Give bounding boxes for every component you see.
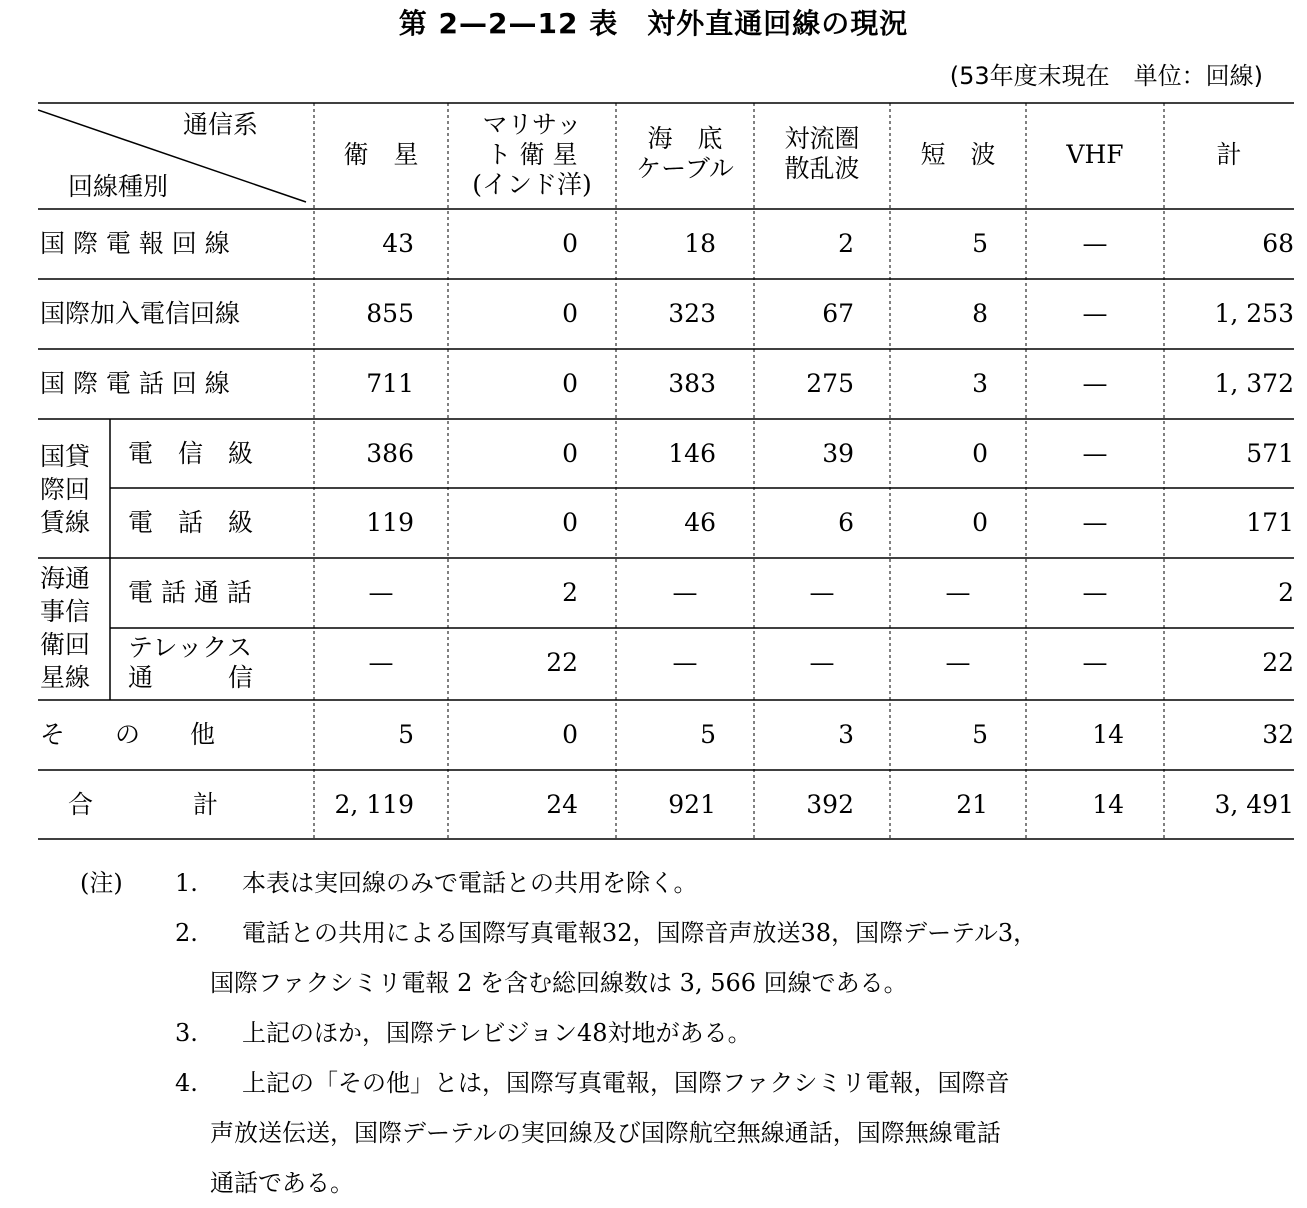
table-cell: 5 <box>972 720 988 749</box>
table-cell: 21 <box>956 790 988 819</box>
corner-header-bottom: 回線種別 <box>68 172 169 201</box>
table-cell: 46 <box>684 508 716 537</box>
table-cell: — <box>368 578 394 607</box>
note-text-continued: 国際ファクシミリ電報 2 を含む総回線数は 3, 566 回線である。 <box>210 969 908 997</box>
table-cell: 14 <box>1092 790 1124 819</box>
note-text: 電話との共用による国際写真電報32，国際音声放送38，国際デーテル3， <box>242 919 1038 947</box>
table-cell: 571 <box>1246 439 1294 468</box>
table-cell: 3 <box>838 720 854 749</box>
table-cell: 5 <box>700 720 716 749</box>
table-cell: 1, 253 <box>1214 299 1294 328</box>
col-header-vhf: VHF <box>1066 140 1124 169</box>
row-label: 電 話 通 話 <box>128 578 252 607</box>
table-cell: 323 <box>668 299 716 328</box>
note-number: 1. <box>175 869 198 897</box>
table-cell: — <box>1082 439 1108 468</box>
table-cell: 392 <box>806 790 854 819</box>
table-cell: 2 <box>838 229 854 258</box>
table-cell: 0 <box>562 720 578 749</box>
note-item <box>80 1008 1295 1058</box>
data-table <box>38 102 1294 840</box>
table-cell: 0 <box>562 508 578 537</box>
table-cell: 39 <box>822 439 854 468</box>
col-header-total: 計 <box>1216 140 1242 169</box>
table-title: 第 2—2—12 表 対外直通回線の現況 <box>398 7 909 40</box>
row-label: 国際加入電信回線 <box>40 299 241 328</box>
row-label: 電 信 級 <box>128 439 254 468</box>
col-header-marisat: マリサッ ト 衛 星 (インド洋) <box>472 110 592 199</box>
row-label: 合 計 <box>68 790 219 819</box>
col-header-shortwave: 短 波 <box>920 140 996 169</box>
table-cell: — <box>672 648 698 677</box>
table-cell: 2 <box>562 578 578 607</box>
table-cell: 6 <box>838 508 854 537</box>
table-cell: — <box>1082 508 1108 537</box>
table-cell: 2, 119 <box>334 790 414 819</box>
note-text: 上記の「その他」とは，国際写真電報，国際ファクシミリ電報，国際音 <box>242 1069 1010 1097</box>
note-text: 本表は実回線のみで電話との共用を除く。 <box>242 869 698 897</box>
table-cell: 119 <box>366 508 414 537</box>
table-cell: — <box>809 648 835 677</box>
table-cell: — <box>945 648 971 677</box>
notes-section <box>80 858 1295 1208</box>
table-cell: 3, 491 <box>1214 790 1294 819</box>
row-label: 国 際 電 報 回 線 <box>40 229 230 258</box>
table-cell: — <box>672 578 698 607</box>
table-cell: 5 <box>972 229 988 258</box>
table-cell: — <box>809 578 835 607</box>
row-group-label: 海通 事信 衛回 星線 <box>40 564 91 692</box>
table-cell: 921 <box>668 790 716 819</box>
table-cell: 67 <box>822 299 854 328</box>
table-cell: — <box>1082 648 1108 677</box>
table-cell: 5 <box>398 720 414 749</box>
row-label: そ の 他 <box>40 720 216 749</box>
table-cell: 43 <box>382 229 414 258</box>
col-header-satellite: 衛 星 <box>343 140 419 169</box>
table-cell: 32 <box>1262 720 1294 749</box>
table-cell: 0 <box>562 299 578 328</box>
table-cell: 22 <box>1262 648 1294 677</box>
note-number: 4. <box>175 1069 198 1097</box>
col-header-troposcatter: 対流圏 散乱波 <box>784 124 860 183</box>
notes-prefix: (注) <box>80 869 123 897</box>
table-cell: 22 <box>546 648 578 677</box>
row-label: テレックス 通 信 <box>128 633 254 692</box>
note-text-continued: 声放送伝送，国際デーテルの実回線及び国際航空無線通話，国際無線電話 <box>210 1119 1001 1147</box>
row-group-label: 国貸 際回 賃線 <box>40 441 91 537</box>
note-item <box>80 1058 1295 1208</box>
table-cell: 171 <box>1246 508 1294 537</box>
note-item <box>80 908 1295 1008</box>
table-cell: 146 <box>668 439 716 468</box>
table-cell: 24 <box>546 790 578 819</box>
row-label: 国 際 電 話 回 線 <box>40 369 230 398</box>
table-cell: — <box>1082 299 1108 328</box>
table-cell: 383 <box>668 369 716 398</box>
table-cell: 1, 372 <box>1214 369 1294 398</box>
table-cell: 68 <box>1262 229 1294 258</box>
table-cell: 275 <box>806 369 854 398</box>
table-cell: 2 <box>1278 578 1294 607</box>
table-cell: 0 <box>562 229 578 258</box>
table-cell: — <box>1082 229 1108 258</box>
note-text: 上記のほか，国際テレビジョン48対地がある。 <box>242 1019 752 1047</box>
table-cell: — <box>1082 578 1108 607</box>
table-cell: 14 <box>1092 720 1124 749</box>
corner-header-top: 通信系 <box>183 110 259 139</box>
row-label: 電 話 級 <box>128 508 254 537</box>
note-number: 2. <box>175 919 198 947</box>
table-cell: 3 <box>972 369 988 398</box>
col-header-submarine-cable: 海 底 ケーブル <box>636 124 734 183</box>
table-cell: 18 <box>684 229 716 258</box>
note-number: 3. <box>175 1019 198 1047</box>
table-cell: 8 <box>972 299 988 328</box>
table-cell: 386 <box>366 439 414 468</box>
table-cell: 0 <box>562 369 578 398</box>
table-cell: 855 <box>366 299 414 328</box>
table-cell: — <box>945 578 971 607</box>
note-text-continued: 通話である。 <box>210 1169 354 1197</box>
table-cell: 0 <box>972 508 988 537</box>
table-cell: — <box>368 648 394 677</box>
table-cell: 711 <box>366 369 414 398</box>
table-cell: 0 <box>562 439 578 468</box>
note-item <box>80 858 1295 908</box>
table-subtitle: (53年度末現在 単位：回線) <box>949 62 1263 90</box>
table-cell: — <box>1082 369 1108 398</box>
table-cell: 0 <box>972 439 988 468</box>
